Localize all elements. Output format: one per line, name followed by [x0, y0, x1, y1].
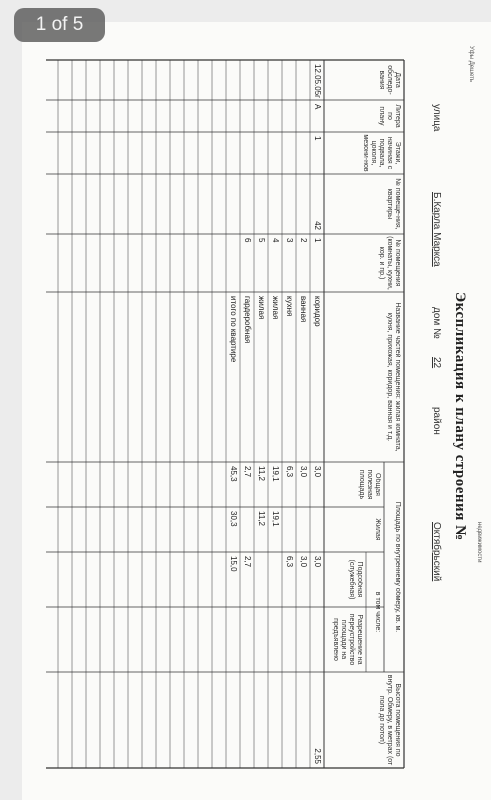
header-room-no: № помещения (комнаты, кухни, кор. и пр.) [377, 236, 401, 290]
floor-value: 1 [313, 136, 322, 141]
room-total-area: 11,2 [257, 466, 266, 481]
room-aux-area: 3,0 [313, 556, 322, 568]
room-living-area: 19,1 [271, 511, 280, 527]
explication-sheet [46, 46, 484, 800]
house-value: 22 [431, 357, 442, 369]
room-no: 1 [313, 238, 322, 243]
table-grid [46, 52, 484, 800]
house-label: дом № [431, 307, 442, 339]
street-label: улица [431, 104, 442, 132]
header-height: Высота помещения по внутр. Обмеру, в метрах (от пола до потол) [377, 674, 401, 766]
header-area-group: Площадь по внутреннему обмеру, кв. м. [394, 501, 401, 633]
room-no: 4 [271, 238, 280, 243]
room-aux-area: 6,3 [285, 556, 294, 568]
district-label: район [431, 407, 442, 435]
header-living-area: Жилая [374, 518, 381, 541]
corner-note: недвижимости [476, 522, 482, 563]
header-room-name: Название частей помещения: жилая комната, кухня, прихожая, коридор, ванная и т.д. [385, 302, 401, 452]
liter-value: А [313, 104, 322, 110]
document-page [22, 22, 491, 800]
district-value: Октябрьский [431, 522, 442, 582]
document-title: Экспликация к плану строения № [452, 292, 468, 541]
header-total-area: Общая полезная площадь [357, 469, 381, 500]
header-liter: Литера по плану [377, 104, 401, 128]
summary-aux-area: 15,0 [229, 556, 238, 572]
header-premise-no: № помеще-ния, квартиры [385, 178, 401, 230]
premise-value: 42 [313, 221, 322, 230]
height-value: 2,55 [313, 748, 322, 764]
header-floor: Этажи, начиная с подвала, цоколя, мезони-нов [361, 134, 401, 172]
street-value: Б.Карла Маркса [431, 192, 442, 267]
room-total-area: 3,0 [313, 466, 322, 478]
room-name: гардеробная [243, 296, 252, 344]
room-total-area: 19,1 [271, 466, 280, 482]
room-no: 6 [243, 238, 252, 243]
room-name: кухня [285, 296, 294, 317]
header-permission: Разрешение на переустройство площади на предъявлено [331, 613, 363, 666]
room-living-area: 11,2 [257, 511, 266, 526]
page-indicator: 1 of 5 [14, 8, 105, 42]
header-date: Дата обследо-вания [377, 65, 401, 95]
top-note: Уфы Дешеть [468, 46, 474, 82]
header-aux-area: Подсобная (служебная) [347, 559, 363, 600]
room-no: 3 [285, 238, 294, 243]
rotated-form [46, 52, 484, 800]
room-no: 5 [257, 238, 266, 243]
room-total-area: 6,3 [285, 466, 294, 478]
room-no: 2 [299, 238, 308, 243]
room-name: коридор [313, 296, 322, 327]
date-value: 12.05.05г [313, 64, 322, 99]
room-total-area: 2,7 [243, 466, 252, 478]
room-aux-area: 2,7 [243, 556, 252, 568]
header-incl: в том числе: [374, 591, 381, 633]
room-name: жилая [271, 296, 280, 320]
summary-living-area: 30,3 [229, 511, 238, 527]
room-aux-area: 3,0 [299, 556, 308, 568]
room-total-area: 3,0 [299, 466, 308, 478]
summary-total-area: 45,3 [229, 466, 238, 482]
summary-label: итого по квартире [229, 296, 238, 363]
room-name: жилая [257, 296, 266, 320]
room-name: ванная [299, 296, 308, 323]
